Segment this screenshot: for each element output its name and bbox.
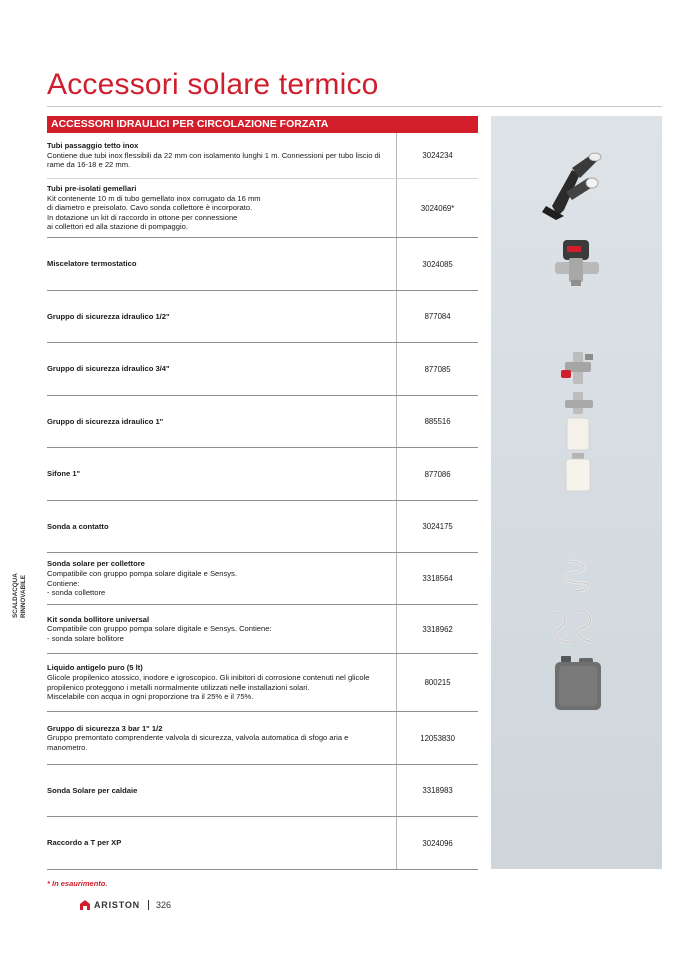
- product-code: 3318962: [396, 605, 478, 653]
- table-row: [47, 343, 478, 396]
- table-row: [47, 133, 478, 179]
- product-name: Gruppo di sicurezza idraulico 1": [47, 416, 164, 426]
- siphon-image: [564, 453, 594, 493]
- safety-group-siphon-image: [563, 392, 595, 452]
- product-description: Compatibile con gruppo pompa solare digitale e Sensys. Contiene: - sonda collettore: [47, 568, 237, 598]
- table-row: [47, 654, 478, 712]
- thermostatic-mixer-image: [553, 238, 601, 288]
- boiler-probe-kit-image: [549, 604, 599, 648]
- product-name: Raccordo a T per XP: [47, 838, 122, 848]
- footer-separator: [148, 900, 149, 910]
- product-name: Sifone 1": [47, 469, 81, 479]
- product-code: 12053830: [396, 712, 478, 764]
- side-category-label: [12, 558, 42, 618]
- safety-group-image: [561, 350, 595, 386]
- product-code: 3318564: [396, 553, 478, 604]
- table-row: [47, 817, 478, 870]
- side-label-line2: RINNOVABILE: [20, 575, 27, 618]
- product-name: Kit sonda bollitore universal: [47, 614, 150, 624]
- product-code: 877086: [396, 448, 478, 500]
- product-code: 3024234: [396, 133, 478, 178]
- table-row: [47, 291, 478, 343]
- product-code: 877084: [396, 291, 478, 342]
- product-code: 3318983: [396, 765, 478, 816]
- product-description: Glicole propilenico atossico, inodore e igroscopico. Gli inibitori di corrosione contenuti nel glicole propilenico proteggono i metalli normalmente utilizzati nelle installazioni solari. Miscelabile con acqua in ogni proporzione tra il 25% e il 75%.: [47, 672, 370, 702]
- side-label-line1: SCALDACQUA: [12, 573, 19, 618]
- product-code: 3024175: [396, 501, 478, 552]
- ariston-logo-icon: [79, 899, 91, 911]
- product-name: Sonda Solare per caldaie: [47, 785, 138, 795]
- product-name: Liquido antigelo puro (5 lt): [47, 663, 143, 673]
- product-name: Gruppo di sicurezza 3 bar 1" 1/2: [47, 723, 163, 733]
- title-divider: [47, 106, 662, 107]
- table-row: [47, 553, 478, 605]
- product-code: 3024096: [396, 817, 478, 869]
- page-title: Accessori solare termico: [47, 68, 379, 101]
- antifreeze-canister-image: [553, 656, 603, 712]
- product-code: 3024069*: [396, 179, 478, 237]
- footnote: * In esaurimento.: [47, 879, 108, 888]
- roof-pipes-image: [542, 148, 606, 220]
- product-description: Contiene due tubi inox flessibili da 22 mm con isolamento lunghi 1 m. Connessioni per tubo liscio di rame da 16-18 e 22 mm.: [47, 150, 381, 170]
- table-row: [47, 712, 478, 765]
- page-number: 326: [155, 900, 171, 910]
- table-row: [47, 605, 478, 654]
- table-row: [47, 396, 478, 448]
- product-name: Tubi pre-isolati gemellari: [47, 184, 137, 194]
- table-row: [47, 179, 478, 238]
- page-footer: [79, 898, 171, 912]
- product-name: Miscelatore termostatico: [47, 259, 137, 269]
- section-header: ACCESSORI IDRAULICI PER CIRCOLAZIONE FORZATA: [47, 116, 478, 133]
- collector-probe-image: [560, 557, 594, 595]
- product-code: 885516: [396, 396, 478, 447]
- product-description: Gruppo premontato comprendente valvola di sicurezza, valvola automatica di sfogo aria e manometro.: [47, 733, 349, 752]
- product-name: Gruppo di sicurezza idraulico 3/4": [47, 364, 170, 374]
- table-row: [47, 448, 478, 501]
- product-code: 800215: [396, 654, 478, 711]
- product-description: Compatibile con gruppo pompa solare digitale e Sensys. Contiene: - sonda solare bollitore: [47, 624, 272, 643]
- product-description: Kit contenente 10 m di tubo gemellato inox corrugato da 16 mm di diametro e preisolato. Cavo sonda collettore è incorporato. In dotazione un kit di raccordo in ottone per connessione ai collettori ed alla stazione di pompaggio.: [47, 193, 261, 232]
- product-code: 3024085: [396, 238, 478, 290]
- product-name: Sonda a contatto: [47, 521, 109, 531]
- table-row: [47, 238, 478, 291]
- product-name: Sonda solare per collettore: [47, 559, 145, 569]
- product-table: [47, 133, 478, 870]
- product-name: Tubi passaggio tetto inox: [47, 141, 139, 151]
- brand-name: ARISTON: [94, 900, 140, 910]
- product-code: 877085: [396, 343, 478, 395]
- table-row: [47, 765, 478, 817]
- product-name: Gruppo di sicurezza idraulico 1/2": [47, 311, 170, 321]
- table-row: [47, 501, 478, 553]
